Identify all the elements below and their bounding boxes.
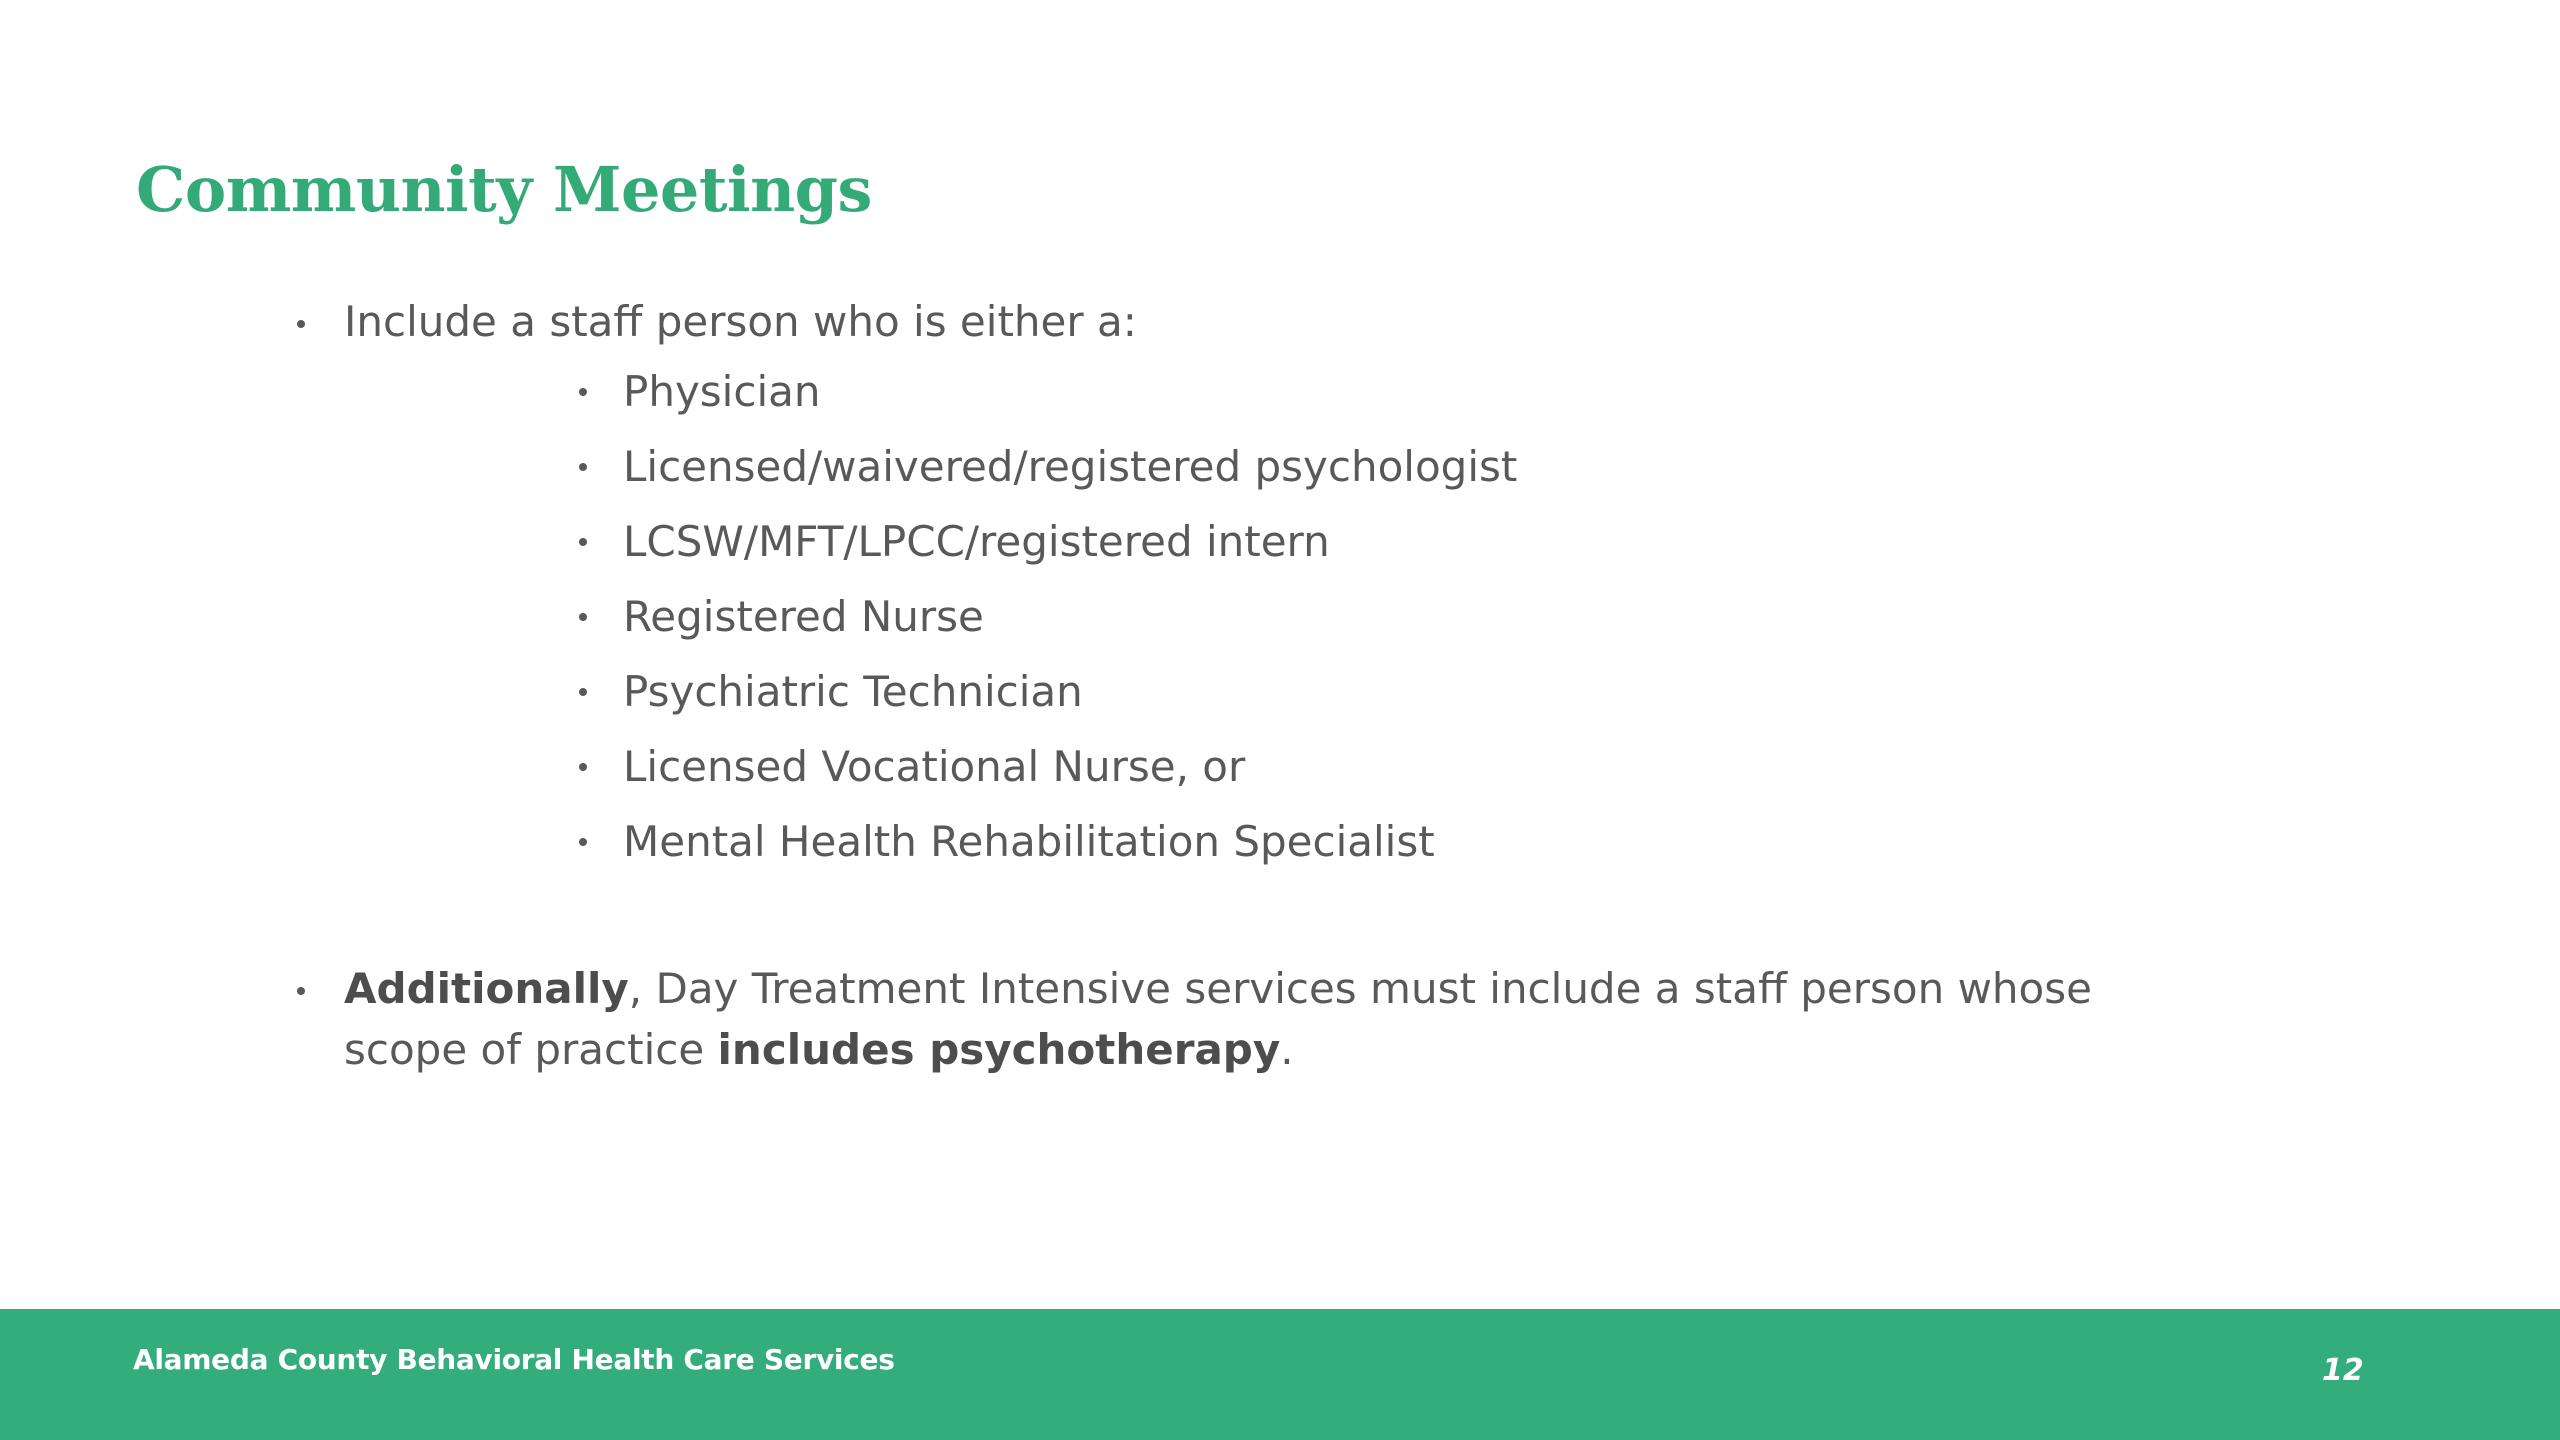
sub-bullet-text: Registered Nurse bbox=[623, 592, 984, 641]
footer-organization: Alameda County Behavioral Health Care Services bbox=[133, 1343, 895, 1376]
bullet-dot-icon bbox=[297, 987, 305, 995]
bullet-additional bbox=[344, 959, 2164, 1081]
slide-title: Community Meetings bbox=[136, 153, 872, 226]
bullet-dot-icon bbox=[579, 688, 587, 696]
sub-bullet-text: Psychiatric Technician bbox=[623, 667, 1083, 716]
page-number: 12 bbox=[2322, 1353, 2364, 1388]
sub-bullet-text: Licensed/waivered/registered psychologist bbox=[623, 442, 1518, 491]
sub-bullet-item bbox=[623, 512, 1330, 572]
bullet-additional-bold-lead: Additionally bbox=[344, 964, 629, 1013]
bullet-dot-icon bbox=[579, 838, 587, 846]
sub-bullet-item bbox=[623, 437, 1517, 497]
bullet-additional-text: , Day Treatment Intensive services must include a staff person whose scope of practice bbox=[344, 964, 2092, 1074]
sub-bullet-text: Physician bbox=[623, 367, 821, 416]
bullet-dot-icon bbox=[579, 763, 587, 771]
bullet-intro-text: Include a staff person who is either a: bbox=[344, 297, 1137, 346]
bullet-additional-bold-tail: includes psychotherapy bbox=[717, 1024, 1281, 1074]
bullet-dot-icon bbox=[579, 388, 587, 396]
bullet-dot-icon bbox=[579, 463, 587, 471]
bullet-intro bbox=[344, 292, 1137, 352]
sub-bullet-text: Licensed Vocational Nurse, or bbox=[623, 742, 1246, 791]
sub-bullet-item bbox=[623, 662, 1083, 722]
footer-bar bbox=[0, 1309, 2560, 1440]
sub-bullet-text: LCSW/MFT/LPCC/registered intern bbox=[623, 517, 1330, 566]
sub-bullet-text: Mental Health Rehabilitation Specialist bbox=[623, 817, 1435, 866]
bullet-dot-icon bbox=[579, 613, 587, 621]
sub-bullet-item bbox=[623, 812, 1435, 872]
bullet-dot-icon bbox=[579, 538, 587, 546]
bullet-additional-end: . bbox=[1280, 1024, 1294, 1074]
bullet-dot-icon bbox=[297, 320, 305, 328]
sub-bullet-item bbox=[623, 362, 820, 422]
sub-bullet-item bbox=[623, 587, 984, 647]
sub-bullet-item bbox=[623, 737, 1245, 797]
